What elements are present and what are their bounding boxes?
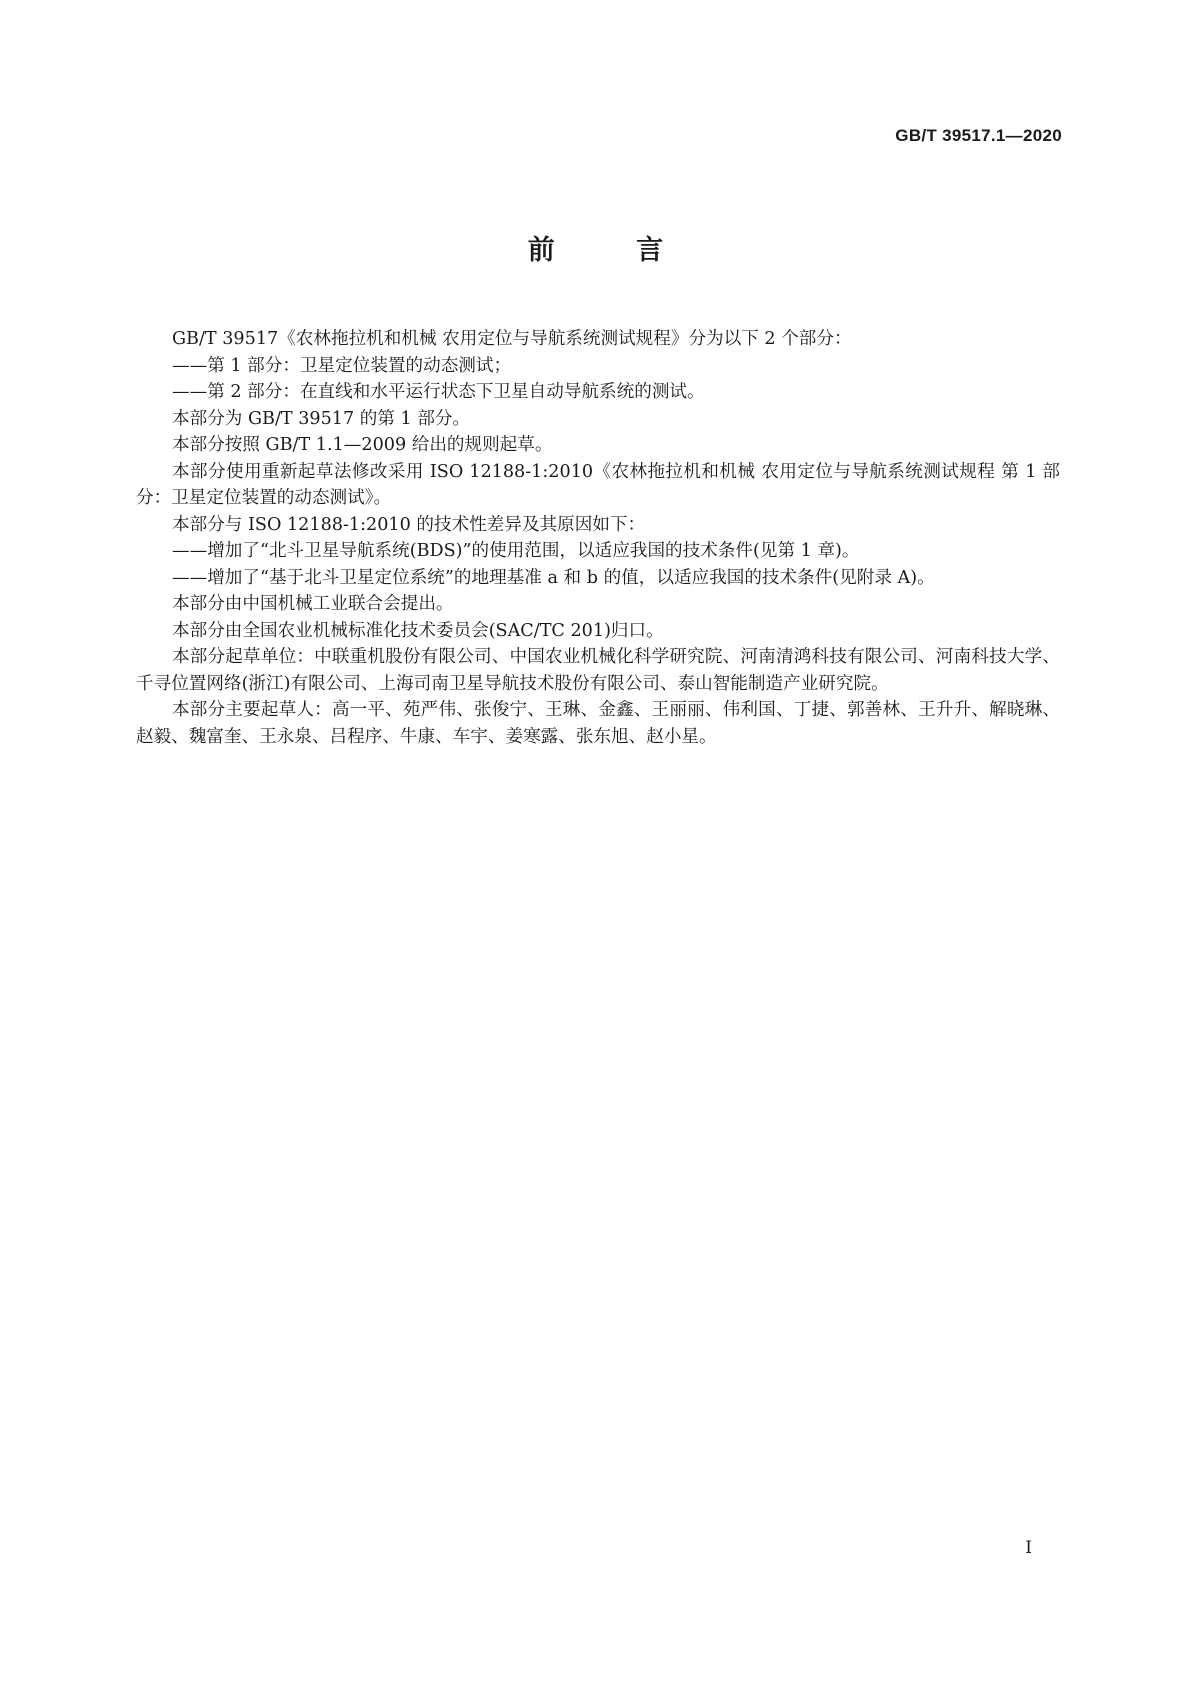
paragraph: 本部分使用重新起草法修改采用 ISO 12188-1:2010《农林拖拉机和机械 农用定位与导航系统测试规程 第 1 部分：卫星定位装置的动态测试》。: [136, 461, 1060, 508]
paragraph: ——第 1 部分：卫星定位装置的动态测试；: [172, 355, 512, 376]
paragraph: 本部分为 GB/T 39517 的第 1 部分。: [172, 408, 471, 429]
paragraph: 本部分由全国农业机械标准化技术委员会(SAC/TC 201)归口。: [172, 620, 664, 641]
paragraph: 本部分起草单位：中联重机股份有限公司、中国农业机械化科学研究院、河南清鸿科技有限公司、河南科技大学、千寻位置网络(浙江)有限公司、上海司南卫星导航技术股份有限公司、泰山智能制造产业研究院。: [136, 647, 1060, 694]
paragraph: 本部分主要起草人：高一平、苑严伟、张俊宁、王琳、金鑫、王丽丽、伟利国、丁捷、郭善林、王升升、解晓琳、赵毅、魏富奎、王永泉、吕程序、牛康、车宇、姜寒露、张东旭、赵小星。: [136, 700, 1060, 747]
paragraph: ——增加了“基于北斗卫星定位系统”的地理基准 a 和 b 的值，以适应我国的技术条件(见附录 A)。: [172, 567, 935, 588]
page-number: I: [1025, 1538, 1032, 1558]
paragraph: 本部分与 ISO 12188-1:2010 的技术性差异及其原因如下：: [172, 514, 646, 535]
foreword-body: [136, 326, 1060, 750]
page-title: 前 言: [527, 235, 700, 266]
paragraph: 本部分由中国机械工业联合会提出。: [172, 594, 454, 614]
paragraph: ——增加了“北斗卫星导航系统(BDS)”的使用范围，以适应我国的技术条件(见第 1 章)。: [172, 541, 860, 561]
standard-number: GB/T 39517.1—2020: [895, 126, 1062, 145]
paragraph: ——第 2 部分：在直线和水平运行状态下卫星自动导航系统的测试。: [172, 382, 705, 402]
paragraph: GB/T 39517《农林拖拉机和机械 农用定位与导航系统测试规程》分为以下 2 个部分：: [172, 329, 852, 349]
paragraph: 本部分按照 GB/T 1.1—2009 给出的规则起草。: [172, 435, 553, 455]
